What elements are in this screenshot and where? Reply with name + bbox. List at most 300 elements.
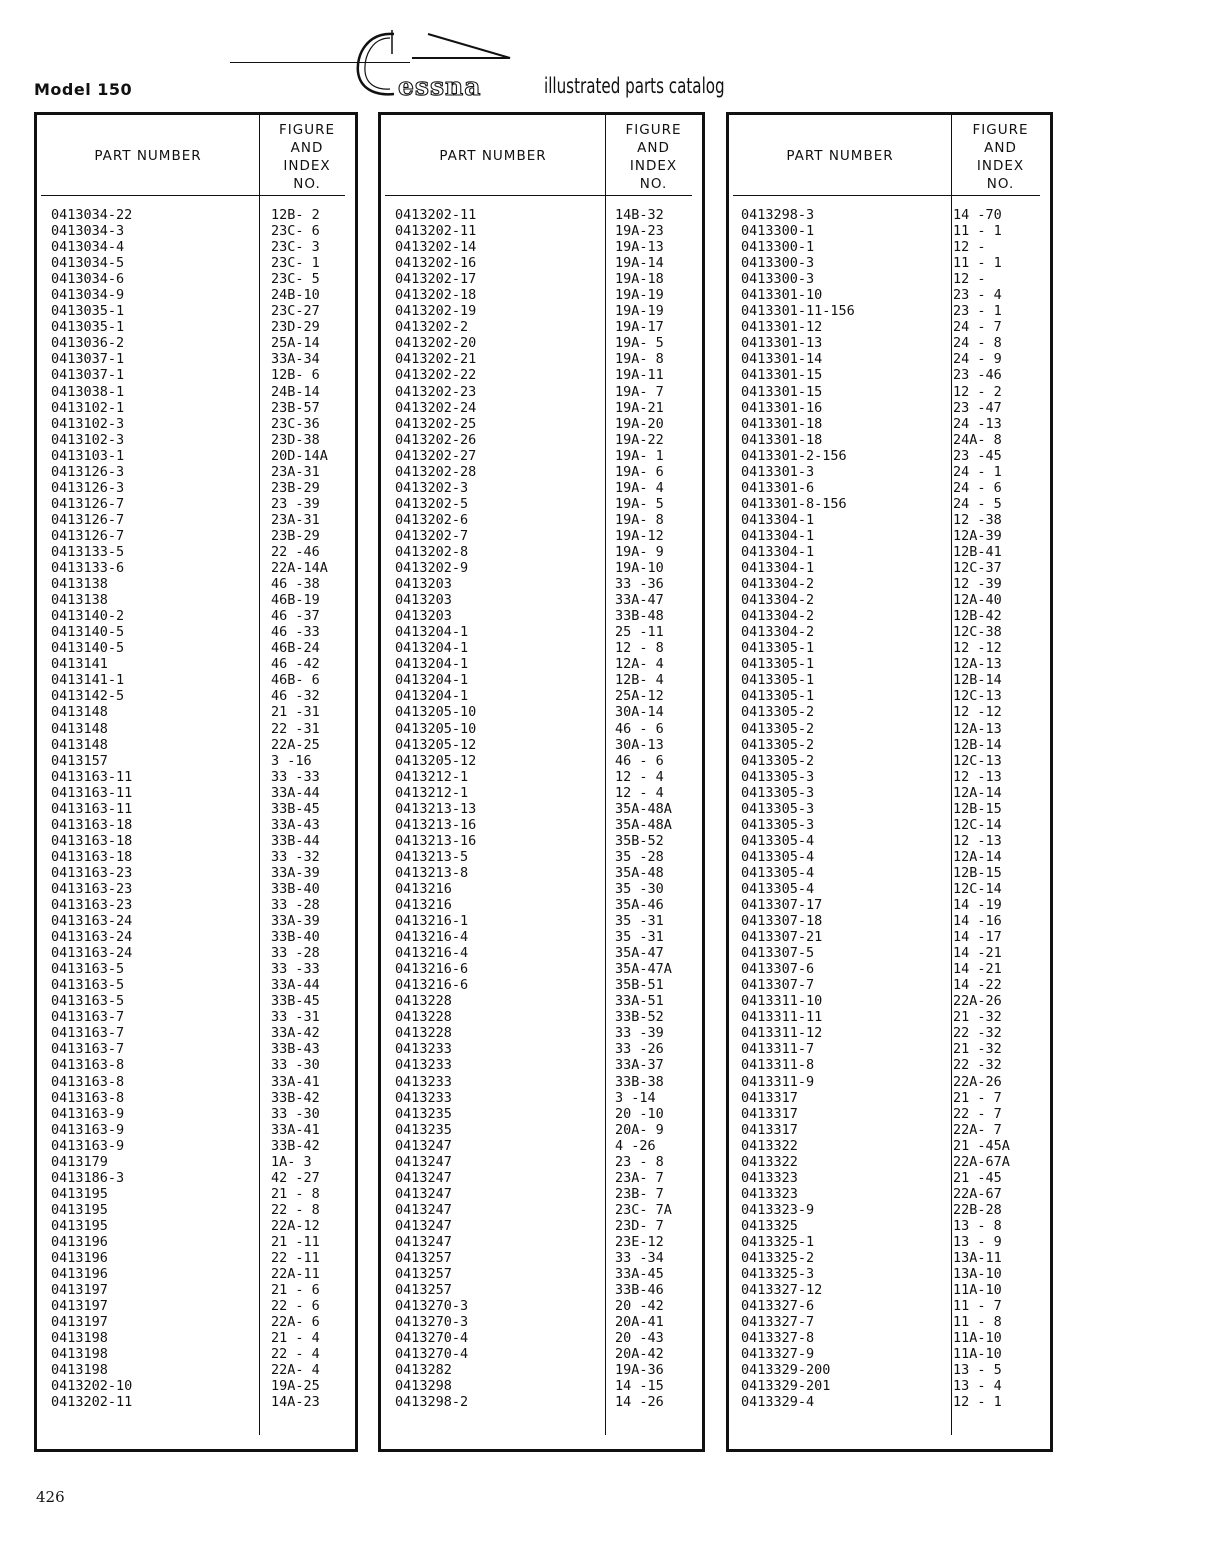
figure-index: 23 -46 <box>953 367 1002 384</box>
figure-index: 12A-14 <box>953 784 1002 801</box>
figure-index: 22 -32 <box>953 1025 1002 1042</box>
figure-index: 22 -46 <box>271 543 320 560</box>
table-row <box>381 239 702 255</box>
table-row <box>37 496 355 512</box>
figure-index: 12B-15 <box>953 800 1002 817</box>
part-number: 0413233 <box>395 1041 452 1058</box>
table-row <box>37 1074 355 1090</box>
table-row <box>729 753 1050 769</box>
table-row <box>37 977 355 993</box>
figure-index: 22A- 7 <box>953 1121 1002 1138</box>
figure-index: 21 -32 <box>953 1009 1002 1026</box>
table-row <box>729 1009 1050 1025</box>
table-row <box>37 721 355 737</box>
table-row <box>729 1298 1050 1314</box>
table-row <box>381 1090 702 1106</box>
table-row <box>37 801 355 817</box>
table-row <box>729 335 1050 351</box>
table-row <box>729 1154 1050 1170</box>
part-number: 0413163-23 <box>51 897 133 914</box>
part-number: 0413142-5 <box>51 688 125 705</box>
part-number: 0413204-1 <box>395 640 469 657</box>
figure-index: 19A-13 <box>615 239 664 256</box>
table-row <box>729 384 1050 400</box>
part-number: 0413163-18 <box>51 848 133 865</box>
figure-index: 22 - 7 <box>953 1105 1002 1122</box>
part-number: 0413300-3 <box>741 271 815 288</box>
figure-index: 33 -26 <box>615 1041 664 1058</box>
part-number: 0413301-18 <box>741 431 823 448</box>
figure-index: 20 -10 <box>615 1105 664 1122</box>
brand-name: essna <box>398 72 482 101</box>
part-number: 0413148 <box>51 736 108 753</box>
part-number: 0413216-1 <box>395 913 469 930</box>
table-row <box>729 881 1050 897</box>
figure-index: 23 -45 <box>953 447 1002 464</box>
table-row <box>381 704 702 720</box>
part-number: 0413138 <box>51 576 108 593</box>
part-number: 0413140-2 <box>51 608 125 625</box>
table-row <box>381 1266 702 1282</box>
table-row <box>381 432 702 448</box>
table-row <box>37 1298 355 1314</box>
figure-index: 21 -31 <box>271 704 320 721</box>
part-number: 0413202-18 <box>395 287 477 304</box>
table-row <box>37 528 355 544</box>
figure-heading-line: NO. <box>639 176 668 192</box>
table-row <box>37 849 355 865</box>
part-number: 0413270-4 <box>395 1330 469 1347</box>
part-number: 0413163-9 <box>51 1137 125 1154</box>
figure-index: 24A- 8 <box>953 431 1002 448</box>
table-row <box>37 624 355 640</box>
table-row <box>37 1138 355 1154</box>
part-number: 0413301-15 <box>741 367 823 384</box>
figure-index: 19A- 1 <box>615 447 664 464</box>
part-number: 0413163-5 <box>51 961 125 978</box>
figure-index: 19A- 9 <box>615 543 664 560</box>
part-number: 0413202-11 <box>395 207 477 223</box>
part-number: 0413322 <box>741 1137 798 1154</box>
figure-index: 11A-10 <box>953 1330 1002 1347</box>
part-number: 0413202-28 <box>395 463 477 480</box>
part-number: 0413203 <box>395 592 452 609</box>
part-number: 0413301-8-156 <box>741 495 847 512</box>
part-number: 0413304-1 <box>741 543 815 560</box>
figure-index: 21 - 7 <box>953 1089 1002 1106</box>
table-row <box>381 1057 702 1073</box>
table-row <box>729 1266 1050 1282</box>
table-row <box>37 1122 355 1138</box>
table-row <box>381 672 702 688</box>
figure-index: 33A-34 <box>271 351 320 368</box>
part-number: 0413301-18 <box>741 415 823 432</box>
part-number: 0413300-1 <box>741 223 815 240</box>
table-row <box>729 544 1050 560</box>
figure-index: 42 -27 <box>271 1169 320 1186</box>
table-row <box>381 624 702 640</box>
part-number: 0413163-7 <box>51 1009 125 1026</box>
table-row <box>729 1346 1050 1362</box>
figure-index: 23 - 1 <box>953 303 1002 320</box>
table-row <box>381 913 702 929</box>
table-row <box>37 1154 355 1170</box>
part-number: 0413202-11 <box>51 1394 133 1411</box>
table-row <box>729 608 1050 624</box>
figure-index: 12B- 2 <box>271 207 320 223</box>
part-number: 0413233 <box>395 1089 452 1106</box>
figure-index: 12C-13 <box>953 752 1002 769</box>
table-row <box>729 704 1050 720</box>
table-row <box>381 688 702 704</box>
part-number: 0413133-6 <box>51 560 125 577</box>
figure-index: 33B-40 <box>271 880 320 897</box>
part-number: 0413204-1 <box>395 672 469 689</box>
part-number: 0413233 <box>395 1057 452 1074</box>
part-number: 0413126-3 <box>51 463 125 480</box>
table-row <box>729 319 1050 335</box>
part-number: 0413202-14 <box>395 239 477 256</box>
table-row <box>381 560 702 576</box>
part-number: 0413163-8 <box>51 1057 125 1074</box>
part-number: 0413213-13 <box>395 800 477 817</box>
part-number: 0413247 <box>395 1169 452 1186</box>
table-row <box>729 961 1050 977</box>
table-row <box>37 448 355 464</box>
table-row <box>37 1202 355 1218</box>
figure-index: 19A-25 <box>271 1378 320 1395</box>
part-number: 0413322 <box>741 1153 798 1170</box>
figure-index: 11 - 1 <box>953 223 1002 240</box>
table-row <box>37 592 355 608</box>
table-row <box>37 271 355 287</box>
figure-index: 21 -11 <box>271 1234 320 1250</box>
part-number: 0413140-5 <box>51 640 125 657</box>
figure-index: 4 -26 <box>615 1137 656 1154</box>
figure-index: 33 -33 <box>271 961 320 978</box>
figure-heading-line: INDEX <box>976 158 1025 174</box>
part-number: 0413138 <box>51 592 108 609</box>
table-row <box>381 801 702 817</box>
figure-index: 20D-14A <box>271 447 328 464</box>
figure-index: 14 -17 <box>953 929 1002 946</box>
table-row <box>381 496 702 512</box>
part-number: 0413213-8 <box>395 864 469 881</box>
table-row <box>381 865 702 881</box>
part-number: 0413148 <box>51 720 108 737</box>
table-row <box>381 207 702 223</box>
part-number: 0413228 <box>395 1009 452 1026</box>
table-row <box>729 480 1050 496</box>
table-row <box>729 624 1050 640</box>
part-number: 0413213-16 <box>395 816 477 833</box>
table-row <box>381 384 702 400</box>
part-number: 0413202-11 <box>395 223 477 240</box>
part-number: 0413305-1 <box>741 640 815 657</box>
figure-index: 14 -21 <box>953 945 1002 962</box>
table-row <box>37 1186 355 1202</box>
table-row <box>381 1154 702 1170</box>
part-number: 0413202-20 <box>395 335 477 352</box>
figure-index: 11 - 1 <box>953 255 1002 272</box>
table-row <box>381 640 702 656</box>
table-row <box>729 721 1050 737</box>
part-number: 0413034-4 <box>51 239 125 256</box>
table-row <box>381 592 702 608</box>
part-number: 0413133-5 <box>51 543 125 560</box>
figure-index: 12B-15 <box>953 864 1002 881</box>
figure-index: 33 -28 <box>271 897 320 914</box>
table-row <box>381 753 702 769</box>
table-row <box>37 384 355 400</box>
figure-index: 12 - <box>953 271 986 288</box>
figure-index: 23 - 8 <box>615 1153 664 1170</box>
part-number: 0413126-3 <box>51 479 125 496</box>
figure-index: 23D- 7 <box>615 1217 664 1234</box>
figure-index: 33 -34 <box>615 1250 664 1267</box>
part-number: 0413202-7 <box>395 527 469 544</box>
figure-index: 23C- 5 <box>271 271 320 288</box>
figure-index: 12 -13 <box>953 768 1002 785</box>
figure-index: 46B-19 <box>271 592 320 609</box>
table-row <box>729 801 1050 817</box>
figure-index: 21 - 6 <box>271 1282 320 1299</box>
figure-index: 35A-48 <box>615 864 664 881</box>
part-number: 0413163-11 <box>51 800 133 817</box>
figure-index: 33A-51 <box>615 993 664 1010</box>
figure-index: 35 -31 <box>615 929 664 946</box>
part-number: 0413205-12 <box>395 752 477 769</box>
part-number: 0413034-3 <box>51 223 125 240</box>
parts-column-1 <box>34 112 358 1452</box>
part-number-heading: PART NUMBER <box>94 148 202 164</box>
figure-index: 22A- 6 <box>271 1314 320 1331</box>
figure-index: 22B-28 <box>953 1201 1002 1218</box>
table-row <box>37 432 355 448</box>
part-number: 0413141-1 <box>51 672 125 689</box>
part-number: 0413186-3 <box>51 1169 125 1186</box>
table-row <box>381 929 702 945</box>
table-row <box>381 1170 702 1186</box>
table-row <box>37 351 355 367</box>
figure-index: 33 -36 <box>615 576 664 593</box>
figure-index: 33B-45 <box>271 993 320 1010</box>
part-number: 0413038-1 <box>51 383 125 400</box>
table-row <box>381 769 702 785</box>
part-number: 0413163-7 <box>51 1041 125 1058</box>
table-row <box>381 448 702 464</box>
figure-index: 14 -21 <box>953 961 1002 978</box>
figure-index: 24B-10 <box>271 287 320 304</box>
part-number: 0413304-2 <box>741 576 815 593</box>
table-row <box>37 287 355 303</box>
part-number: 0413163-24 <box>51 929 133 946</box>
figure-index: 12A-14 <box>953 848 1002 865</box>
figure-index: 23 -39 <box>271 495 320 512</box>
table-row <box>729 464 1050 480</box>
table-row <box>729 1250 1050 1266</box>
parts-column-2 <box>378 112 705 1452</box>
figure-index: 24 - 1 <box>953 463 1002 480</box>
table-row <box>729 239 1050 255</box>
table-row <box>37 769 355 785</box>
figure-index: 20 -42 <box>615 1298 664 1315</box>
figure-index: 33 -30 <box>271 1105 320 1122</box>
figure-index: 22A-26 <box>953 993 1002 1010</box>
figure-index: 33 -30 <box>271 1057 320 1074</box>
figure-index: 23D-38 <box>271 431 320 448</box>
figure-index: 12B-42 <box>953 608 1002 625</box>
table-row <box>729 223 1050 239</box>
page-number: 426 <box>36 1488 65 1506</box>
part-number: 0413198 <box>51 1362 108 1379</box>
figure-index: 14 -70 <box>953 207 1002 223</box>
table-row <box>381 1394 702 1410</box>
table-row <box>381 416 702 432</box>
part-number: 0413235 <box>395 1105 452 1122</box>
table-row <box>381 1346 702 1362</box>
figure-index: 19A- 5 <box>615 335 664 352</box>
table-row <box>381 1362 702 1378</box>
part-number: 0413037-1 <box>51 351 125 368</box>
part-number: 0413329-201 <box>741 1378 831 1395</box>
table-row <box>729 400 1050 416</box>
part-number: 0413197 <box>51 1298 108 1315</box>
table-row <box>37 1025 355 1041</box>
part-number: 0413163-23 <box>51 880 133 897</box>
figure-index: 22 -32 <box>953 1057 1002 1074</box>
figure-index: 12C-14 <box>953 816 1002 833</box>
figure-index: 33B-43 <box>271 1041 320 1058</box>
part-number: 0413323-9 <box>741 1201 815 1218</box>
table-row <box>729 1282 1050 1298</box>
table-row <box>37 367 355 383</box>
table-row <box>381 817 702 833</box>
table-row <box>381 849 702 865</box>
part-number: 0413325 <box>741 1217 798 1234</box>
part-number: 0413305-2 <box>741 752 815 769</box>
table-row <box>37 656 355 672</box>
part-number: 0413305-3 <box>741 816 815 833</box>
figure-index: 12A-40 <box>953 592 1002 609</box>
part-number: 0413235 <box>395 1121 452 1138</box>
table-row <box>729 271 1050 287</box>
figure-index: 19A-19 <box>615 287 664 304</box>
table-row <box>729 1106 1050 1122</box>
table-row <box>37 1282 355 1298</box>
table-row <box>729 929 1050 945</box>
part-number: 0413163-11 <box>51 784 133 801</box>
part-number: 0413148 <box>51 704 108 721</box>
table-row <box>729 255 1050 271</box>
part-number: 0413163-11 <box>51 768 133 785</box>
part-number: 0413205-10 <box>395 704 477 721</box>
part-number: 0413270-4 <box>395 1346 469 1363</box>
figure-index: 23C- 6 <box>271 223 320 240</box>
part-number: 0413305-3 <box>741 768 815 785</box>
table-row <box>729 303 1050 319</box>
table-row <box>381 1314 702 1330</box>
part-number: 0413163-9 <box>51 1121 125 1138</box>
figure-index: 19A-23 <box>615 223 664 240</box>
table-row <box>729 576 1050 592</box>
part-number: 0413228 <box>395 993 452 1010</box>
part-number: 0413202-23 <box>395 383 477 400</box>
figure-index: 12 - 4 <box>615 768 664 785</box>
part-number: 0413035-1 <box>51 319 125 336</box>
figure-index: 12 -12 <box>953 640 1002 657</box>
figure-index: 14 -19 <box>953 897 1002 914</box>
figure-index: 23C- 7A <box>615 1201 672 1218</box>
part-number: 0413305-4 <box>741 848 815 865</box>
table-row <box>381 367 702 383</box>
table-row <box>729 1362 1050 1378</box>
figure-index: 12C-38 <box>953 624 1002 641</box>
table-row <box>729 672 1050 688</box>
table-row <box>37 560 355 576</box>
catalog-subtitle: illustrated parts catalog <box>544 74 725 98</box>
part-number: 0413247 <box>395 1137 452 1154</box>
figure-index: 12A-39 <box>953 527 1002 544</box>
figure-index: 46 - 6 <box>615 752 664 769</box>
figure-index: 19A- 5 <box>615 495 664 512</box>
part-number: 0413216-6 <box>395 977 469 994</box>
part-number: 0413305-3 <box>741 800 815 817</box>
figure-index: 23B-29 <box>271 479 320 496</box>
table-row <box>381 576 702 592</box>
figure-index: 24 - 5 <box>953 495 1002 512</box>
part-number: 0413305-2 <box>741 720 815 737</box>
part-number: 0413233 <box>395 1073 452 1090</box>
figure-index: 19A-10 <box>615 560 664 577</box>
part-number: 0413247 <box>395 1217 452 1234</box>
part-number: 0413228 <box>395 1025 452 1042</box>
part-number: 0413311-11 <box>741 1009 823 1026</box>
figure-index: 46B- 6 <box>271 672 320 689</box>
figure-heading-line: INDEX <box>629 158 678 174</box>
figure-index: 46 -32 <box>271 688 320 705</box>
part-number: 0413311-12 <box>741 1025 823 1042</box>
figure-index: 12 -13 <box>953 832 1002 849</box>
part-number: 0413257 <box>395 1266 452 1283</box>
figure-index: 33B-44 <box>271 832 320 849</box>
table-row <box>729 913 1050 929</box>
part-number: 0413202-6 <box>395 511 469 528</box>
figure-index: 13 - 4 <box>953 1378 1002 1395</box>
table-row <box>381 785 702 801</box>
part-number: 0413202-21 <box>395 351 477 368</box>
part-number: 0413216-6 <box>395 961 469 978</box>
figure-index: 23D-29 <box>271 319 320 336</box>
figure-index: 24B-14 <box>271 383 320 400</box>
part-number: 0413202-5 <box>395 495 469 512</box>
part-number: 0413205-12 <box>395 736 477 753</box>
table-row <box>37 672 355 688</box>
part-number: 0413163-8 <box>51 1073 125 1090</box>
table-row <box>729 512 1050 528</box>
part-number: 0413202-9 <box>395 560 469 577</box>
table-row <box>381 1186 702 1202</box>
figure-index: 12 - 1 <box>953 1394 1002 1411</box>
figure-index: 12 - <box>953 239 986 256</box>
part-number: 0413202-2 <box>395 319 469 336</box>
figure-index: 33A-41 <box>271 1073 320 1090</box>
figure-index: 46 - 6 <box>615 720 664 737</box>
table-row <box>729 1074 1050 1090</box>
part-number: 0413196 <box>51 1250 108 1267</box>
figure-index: 19A- 8 <box>615 351 664 368</box>
table-row <box>37 1330 355 1346</box>
